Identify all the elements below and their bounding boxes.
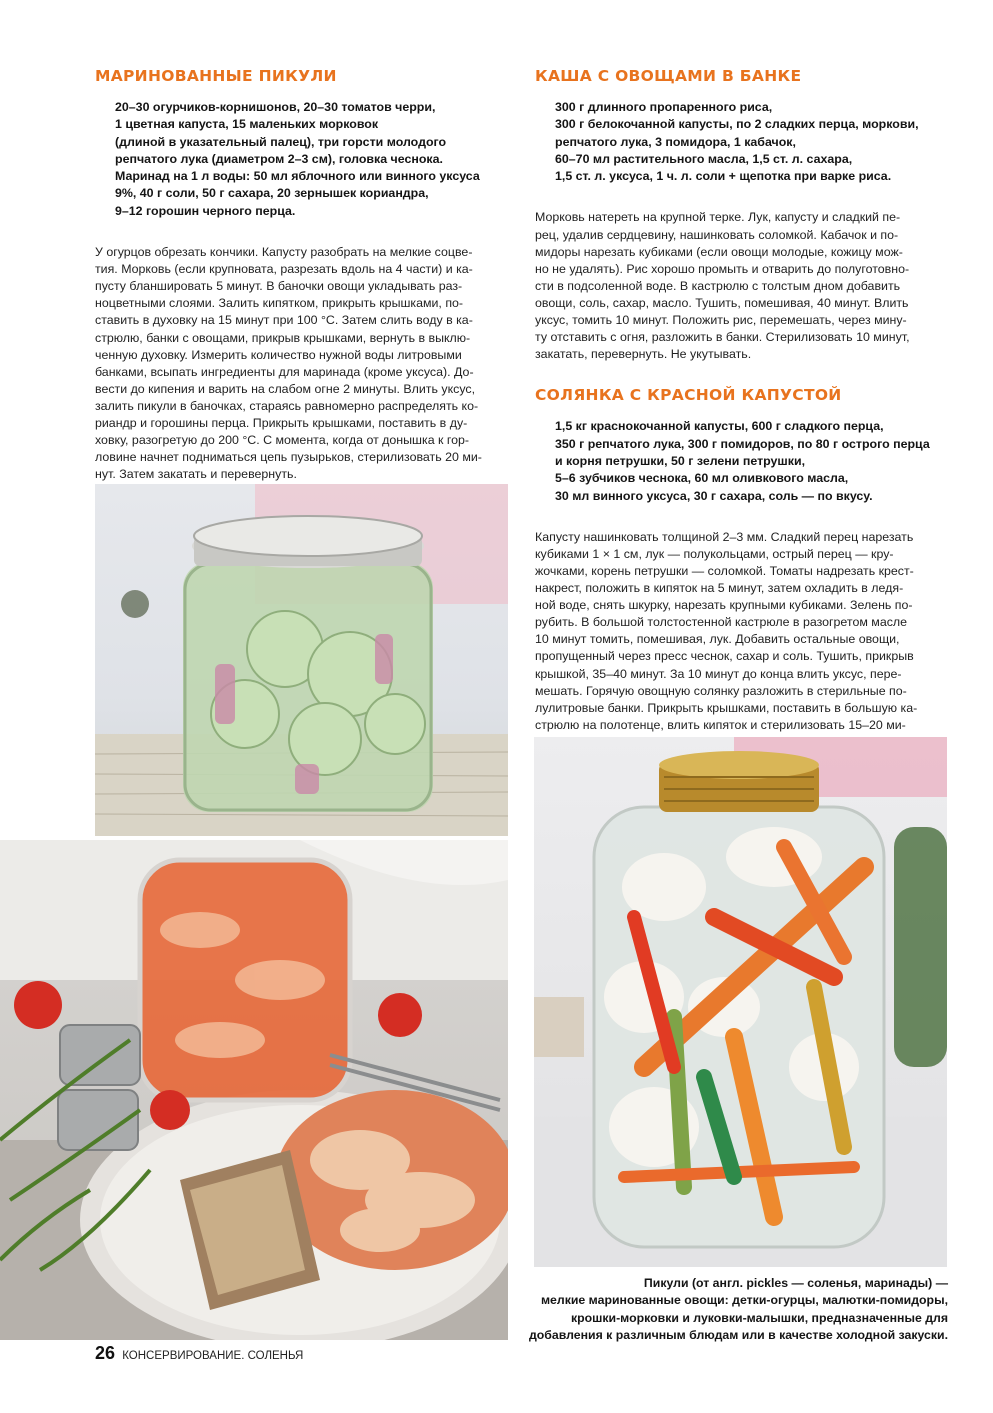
text-line: накрест, положить в кипяток на 5 минут, затем охладить в ледя- (535, 581, 904, 596)
ingredient-line: 1 цветная капуста, 15 маленьких морковок (115, 117, 379, 132)
ingredient-line: репчатого лука (диаметром 2–3 см), головка чеснока. (115, 151, 443, 166)
ingredient-line: 5–6 зубчиков чеснока, 60 мл оливкового масла, (555, 471, 849, 486)
left-column (95, 66, 510, 483)
text-line: ховку, разогретую до 200 °С. С момента, когда от донышка к гор- (95, 433, 470, 448)
text-line: но не удалять). Рис хорошо промыть и отварить до полуготовно- (535, 261, 910, 276)
ingredient-line: и корня петрушки, 50 г зелени петрушки, (555, 453, 806, 468)
ingredient-line: 20–30 огурчиков-корнишонов, 20–30 томатов черри, (115, 100, 436, 114)
text-line: Капусту нашинковать толщиной 2–3 мм. Сладкий перец нарезать (535, 529, 914, 544)
text-line: закатать, перевернуть. Не укутывать. (535, 347, 752, 362)
text-line: У огурцов обрезать кончики. Капусту разобрать на мелкие соцве- (95, 245, 473, 260)
text-line: ставить в духовку на 15 минут при 100 °С. Затем слить воду в ка- (95, 313, 473, 328)
ingredient-line: 300 г белокочанной капусты, по 2 сладких перца, моркови, (555, 117, 919, 132)
ingredients-pickles (115, 99, 510, 220)
text-line: мешать. Горячую овощную солянку разложить в стерильные по- (535, 683, 907, 698)
text-line: ной воде, снять шкурку, нарезать крупными кубиками. Зелень по- (535, 598, 913, 613)
ingredient-line: 350 г репчатого лука, 300 г помидоров, по 80 г острого перца (555, 436, 930, 451)
caption-line: Пикули (от англ. pickles — соленья, маринады) — (643, 1276, 948, 1290)
text-line: 10 минут томить, помешивая, лук. Добавить остальные овощи, (535, 632, 900, 647)
text-line: лулитровые банки. Прикрыть крышками, поставить в большую ка- (535, 700, 918, 715)
ingredient-line: 9–12 горошин черного перца. (115, 203, 296, 218)
ingredients-solyanka (555, 418, 950, 504)
text-line: риандр и горошины перца. Прикрыть крышками, поставить в ду- (95, 416, 468, 431)
text-line: нут. Затем закатать и перевернуть. (95, 467, 297, 482)
text-line: рец, удалив сердцевину, нашинковать соломкой. Кабачок и по- (535, 227, 899, 242)
ingredients-porridge (555, 99, 950, 185)
section-name: КОНСЕРВИРОВАНИЕ. СОЛЕНЬЯ (122, 1350, 304, 1362)
caption-line: крошки-морковки и луковки-малышки, предназначенные для (570, 1310, 948, 1325)
ingredient-line: Маринад на 1 л воды: 50 мл яблочного или винного уксуса (115, 169, 480, 184)
text-line: овощи, соль, сахар, масло. Тушить, помешивая, 40 минут. Влить (535, 295, 909, 310)
text-line: вести до кипения и варить на слабом огне 2 минуты. Влить уксус, (95, 381, 476, 396)
text-line: залить пикули в баночках, стараясь равномерно распределять ко- (95, 398, 479, 413)
text-line: уксус, томить 10 минут. Положить рис, перемешать, через мину- (535, 313, 907, 328)
page-number: 26 (95, 1343, 116, 1363)
ingredient-line: 9%, 40 г соли, 50 г сахара, 20 зернышек кориандра, (115, 186, 429, 201)
instructions-porridge (535, 209, 950, 363)
text-line: Морковь натереть на крупной терке. Лук, капусту и сладкий пе- (535, 210, 901, 225)
instructions-solyanka (535, 529, 950, 751)
ingredient-line: (длиной в указательный палец), три горсти молодого (115, 134, 447, 149)
text-line: мидоры нарезать кубиками (если овощи молодые, кожицу мож- (535, 244, 903, 259)
text-line: стрюлю, банки с овощами, прикрыв крышками, вернуть в выклю- (95, 330, 471, 345)
text-line: стрюлю на полотенце, влить кипяток и стерилизовать 15–20 ми- (535, 717, 906, 732)
recipe-title-solyanka: СОЛЯНКА С КРАСНОЙ КАПУСТОЙ (535, 386, 842, 405)
text-line: ноцветными слоями. Залить кипятком, прикрыть крышками, по- (95, 296, 464, 311)
text-line: ловине начнет подниматься цепь пузырьков, стерилизовать 20 ми- (95, 450, 482, 465)
caption-line: мелкие маринованные овощи: детки-огурцы, малютки-помидоры, (540, 1293, 948, 1308)
text-line: жочками, корень петрушки — соломкой. Томаты надрезать крест- (535, 564, 914, 578)
text-line: кубиками 1 × 1 см, лук — полукольцами, острый перец — кру- (535, 546, 894, 561)
ingredient-line: 1,5 кг краснокочанной капусты, 600 г сладкого перца, (555, 419, 884, 434)
right-column (535, 66, 950, 751)
text-line: ченную духовку. Измерить количество нужной воды литровыми (95, 347, 462, 362)
photo-caption (528, 1275, 948, 1344)
text-line: сти в подсоленной воде. В кастрюлю с толстым дном добавить (535, 278, 901, 293)
ingredient-line: репчатого лука, 3 помидора, 1 кабачок, (555, 134, 796, 149)
text-line: ту отставить с огня, разложить в банки. Стерилизовать 10 минут, (535, 330, 910, 345)
caption-line: добавления к различным блюдам или в качестве холодной закуски. (528, 1327, 948, 1342)
recipe-title-porridge: КАША С ОВОЩАМИ В БАНКЕ (535, 67, 802, 85)
text-line: пропущенный через пресс чеснок, сахар и соль. Тушить, прикрыв (535, 649, 914, 664)
page-footer (95, 1343, 303, 1364)
instructions-pickles (95, 244, 510, 483)
text-line: тия. Морковь (если крупновата, разрезать вдоль на 4 части) и ка- (95, 262, 473, 277)
text-line: крышкой, 35–40 минут. За 10 минут до конца влить уксус, пере- (535, 666, 902, 681)
ingredient-line: 30 мл винного уксуса, 30 г сахара, соль — по вкусу. (555, 488, 873, 503)
rice-vegetables-photo (0, 840, 508, 1340)
vegetable-jar-photo (534, 737, 947, 1267)
text-line: банками, всыпать ингредиенты для маринада (кроме уксуса). До- (95, 364, 474, 379)
text-line: рубить. В большой толстостенной кастрюле в разогретом масле (535, 615, 908, 630)
text-line: пусту бланшировать 5 минут. В баночки овощи укладывать раз- (95, 279, 463, 294)
ingredient-line: 60–70 мл растительного масла, 1,5 ст. л. сахара, (555, 151, 853, 166)
ingredient-line: 1,5 ст. л. уксуса, 1 ч. л. соли + щепотка при варке риса. (555, 169, 892, 184)
cucumber-pickles-photo (95, 484, 508, 836)
recipe-title-pickles: МАРИНОВАННЫЕ ПИКУЛИ (95, 67, 337, 85)
ingredient-line: 300 г длинного пропаренного риса, (555, 100, 773, 114)
